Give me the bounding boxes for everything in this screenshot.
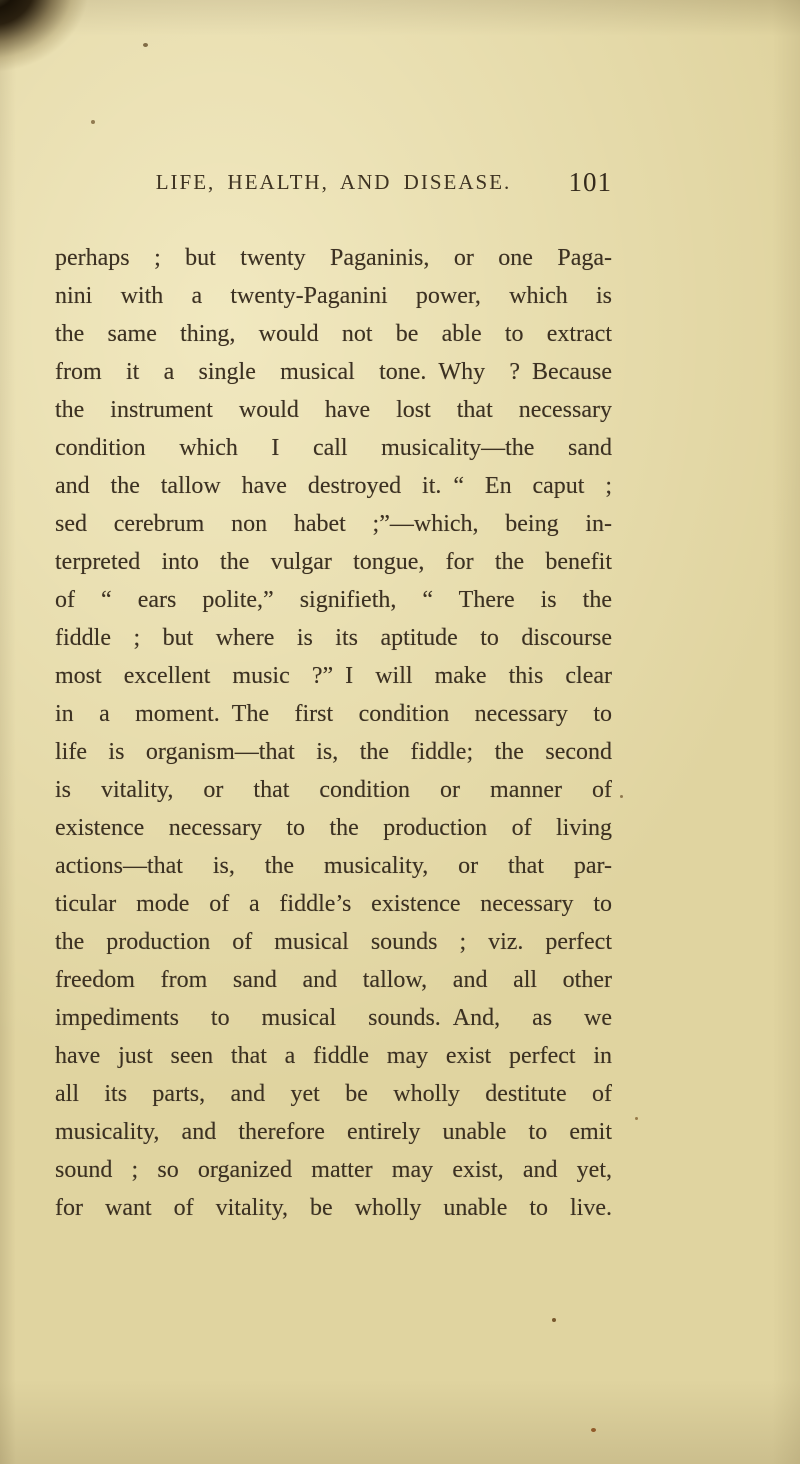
text-line: terpreted into the vulgar tongue, for the benefit <box>55 549 612 575</box>
text-line: perhaps ; but twenty Paganinis, or one Paga- <box>55 245 612 271</box>
text-line: existence necessary to the production of living <box>55 815 612 841</box>
foxing-speck <box>591 1428 596 1432</box>
text-line: for want of vitality, be wholly unable to live. <box>55 1195 612 1221</box>
text-line: nini with a twenty-Paganini power, which is <box>55 283 612 309</box>
text-line: sound ; so organized matter may exist, and yet, <box>55 1157 612 1183</box>
text-line: all its parts, and yet be wholly destitute of <box>55 1081 612 1107</box>
foxing-speck <box>552 1318 556 1322</box>
page-corner-shadow <box>0 0 140 120</box>
text-line: musicality, and therefore entirely unable to emit <box>55 1119 612 1145</box>
foxing-speck <box>143 43 148 47</box>
text-line: the production of musical sounds ; viz. perfect <box>55 929 612 955</box>
text-line: sed cerebrum non habet ;”—which, being in- <box>55 511 612 537</box>
text-line: fiddle ; but where is its aptitude to discourse <box>55 625 612 651</box>
body-text <box>55 239 612 1227</box>
foxing-speck <box>635 1117 638 1120</box>
text-line: the same thing, would not be able to extract <box>55 321 612 347</box>
text-line: and the tallow have destroyed it. “ En caput ; <box>55 473 612 499</box>
text-line: of “ ears polite,” signifieth, “ There is the <box>55 587 612 613</box>
text-line: from it a single musical tone. Why ? Because <box>55 359 612 385</box>
text-line: condition which I call musicality—the sand <box>55 435 612 461</box>
text-line: is vitality, or that condition or manner of <box>55 777 612 803</box>
page-number: 101 <box>568 167 612 197</box>
running-header-title: LIFE, HEALTH, AND DISEASE. <box>155 170 512 194</box>
text-line: impediments to musical sounds. And, as we <box>55 1005 612 1031</box>
text-line: have just seen that a fiddle may exist perfect in <box>55 1043 612 1069</box>
text-line: most excellent music ?” I will make this clear <box>55 663 612 689</box>
text-line: the instrument would have lost that necessary <box>55 397 612 423</box>
text-line: ticular mode of a fiddle’s existence necessary to <box>55 891 612 917</box>
text-line: freedom from sand and tallow, and all other <box>55 967 612 993</box>
text-line: in a moment. The first condition necessary to <box>55 701 612 727</box>
text-line: actions—that is, the musicality, or that par- <box>55 853 612 879</box>
foxing-speck <box>91 120 95 124</box>
foxing-speck <box>620 795 623 798</box>
running-header <box>55 167 612 200</box>
text-line: life is organism—that is, the fiddle; the second <box>55 739 612 765</box>
